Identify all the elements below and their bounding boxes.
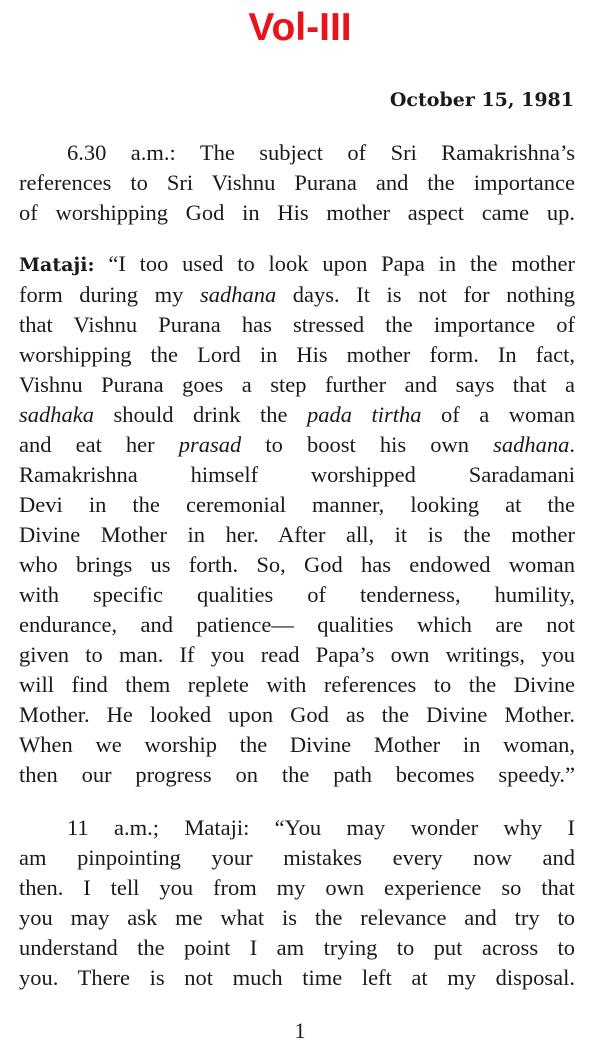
volume-title: Vol-III: [248, 6, 352, 49]
paragraph-line: 11 a.m.; Mataji: “You may wonder why I: [67, 815, 575, 840]
italic-term: sadhana: [493, 432, 570, 457]
italic-term: prasad: [178, 432, 242, 457]
paragraph-line: you. There is not much time left at my disposal.: [19, 965, 575, 990]
paragraph-line: references to Sri Vishnu Purana and the importance: [19, 170, 575, 195]
paragraph-line: then our progress on the path becomes speedy.”: [19, 762, 575, 787]
paragraph-line: 6.30 a.m.: The subject of Sri Ramakrishna’s: [67, 140, 575, 165]
paragraph-line: Devi in the ceremonial manner, looking at the: [19, 492, 575, 517]
paragraph-line: worshipping the Lord in His mother form. In fact,: [19, 342, 575, 367]
paragraph-late-morning-entry: [19, 813, 575, 993]
paragraph-line: When we worship the Divine Mother in woman,: [19, 732, 575, 757]
line-text: of a woman: [421, 402, 575, 427]
paragraph-mataji-quote: [19, 249, 575, 790]
paragraph-line: Mother. He looked upon God as the Divine Mother.: [19, 702, 575, 727]
line-text: and eat her: [19, 432, 179, 457]
paragraph-line: you may ask me what is the relevance and try to: [19, 905, 575, 930]
line-text: should drink the: [94, 402, 307, 427]
paragraph-line: [19, 400, 575, 430]
paragraph-line: endurance, and patience— qualities which are not: [19, 612, 575, 637]
line-text: days. It is not for nothing: [276, 282, 575, 307]
paragraph-line: of worshipping God in His mother aspect came up.: [19, 200, 575, 225]
paragraph-line: [19, 430, 575, 460]
paragraph-line: will find them replete with references to the Divine: [19, 672, 575, 697]
paragraph-line: given to man. If you read Papa’s own writings, you: [19, 642, 575, 667]
paragraph-line: with specific qualities of tenderness, humility,: [19, 582, 575, 607]
paragraph-line: am pinpointing your mistakes every now and: [19, 845, 575, 870]
italic-term: sadhaka: [19, 402, 94, 427]
paragraph-line: then. I tell you from my own experience so that: [19, 875, 575, 900]
line-text: .: [569, 432, 575, 457]
paragraph-line: [19, 280, 575, 310]
paragraph-morning-entry: [19, 138, 575, 228]
line-text: to boost his own: [241, 432, 494, 457]
italic-term: pada tirtha: [307, 402, 422, 427]
entry-date: October 15, 1981: [389, 89, 574, 111]
paragraph-line: who brings us forth. So, God has endowed woman: [19, 552, 575, 577]
paragraph-line: that Vishnu Purana has stressed the importance of: [19, 312, 575, 337]
line-text: “I too used to look upon Papa in the mother: [94, 251, 575, 276]
paragraph-line: understand the point I am trying to put across to: [19, 935, 575, 960]
speaker-label: Mataji:: [19, 254, 95, 276]
line-text: form during my: [19, 282, 200, 307]
page-number: 1: [294, 1018, 306, 1043]
paragraph-line: Divine Mother in her. After all, it is the mother: [19, 522, 575, 547]
paragraph-line: Ramakrishna himself worshipped Saradamani: [19, 462, 575, 487]
italic-term: sadhana: [199, 282, 277, 307]
paragraph-line: [19, 249, 575, 280]
paragraph-line: Vishnu Purana goes a step further and says that a: [19, 372, 575, 397]
